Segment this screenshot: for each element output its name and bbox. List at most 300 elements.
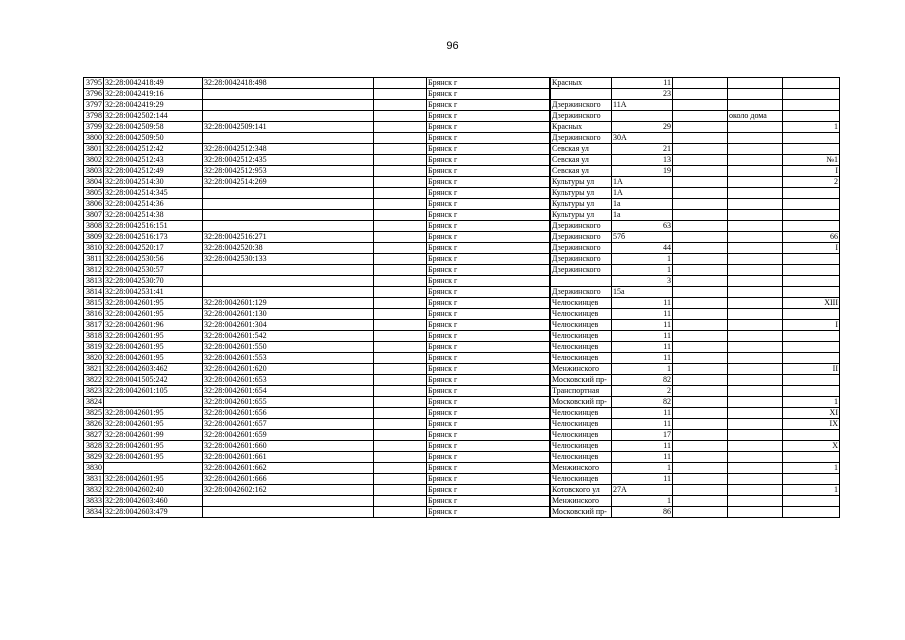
cell-location-note [728,78,783,89]
table-row [84,177,840,188]
cell-location-note [728,474,783,485]
cell-house: 11 [612,419,673,430]
cell-row-number: 3824 [84,397,104,408]
cell-house: 11А [612,100,673,111]
cell-street: Севская ул [551,155,612,166]
table-row [84,397,840,408]
cell-object-cadastral-number: 32:28:0042601:662 [203,463,374,474]
cell-blank-column [374,199,427,210]
cell-object-cadastral-number: 32:28:0042601:660 [203,441,374,452]
cell-street: Челюскинцев [551,309,612,320]
cell-street: Челюскинцев [551,298,612,309]
cell-premises [783,496,840,507]
cell-cadastral-number: 32:28:0042601:95 [104,342,203,353]
cell-blank-column [374,474,427,485]
cell-house: 3 [612,276,673,287]
cell-object-cadastral-number: 32:28:0042514:269 [203,177,374,188]
cell-location-note [728,287,783,298]
cell-row-number: 3800 [84,133,104,144]
cell-street: Челюскинцев [551,320,612,331]
cell-street: Челюскинцев [551,419,612,430]
cell-blank-column [374,507,427,518]
cell-settlement: Брянск г [427,342,550,353]
cell-location-note [728,320,783,331]
cell-blank-column [374,485,427,496]
cell-premises: XI [783,408,840,419]
cell-location-note [728,364,783,375]
cell-settlement: Брянск г [427,78,550,89]
cell-object-cadastral-number: 32:28:0042601:661 [203,452,374,463]
cell-settlement: Брянск г [427,298,550,309]
cell-cadastral-number: 32:28:0042514:30 [104,177,203,188]
cell-street: Дзержинского [551,232,612,243]
cell-object-cadastral-number: 32:28:0042520:38 [203,243,374,254]
cell-street: Московский пр- [551,507,612,518]
cell-settlement: Брянск г [427,89,550,100]
cell-settlement: Брянск г [427,320,550,331]
table-row [84,144,840,155]
cell-blank-column [374,441,427,452]
cell-object-cadastral-number [203,111,374,122]
cell-premises [783,386,840,397]
cell-blank-column [374,375,427,386]
cell-street [551,89,612,100]
cell-blank-column [374,122,427,133]
cell-cadastral-number [104,397,203,408]
cell-cadastral-number: 32:28:0042419:29 [104,100,203,111]
cell-building [673,353,728,364]
cell-settlement: Брянск г [427,452,550,463]
cell-location-note [728,441,783,452]
cell-blank-column [374,155,427,166]
cell-object-cadastral-number [203,496,374,507]
table-row [84,430,840,441]
cell-location-note [728,419,783,430]
cell-premises: 1 [783,463,840,474]
cell-object-cadastral-number [203,287,374,298]
cell-settlement: Брянск г [427,111,550,122]
cell-cadastral-number: 32:28:0042530:57 [104,265,203,276]
cell-street: Менжинского [551,364,612,375]
cell-object-cadastral-number: 32:28:0042516:271 [203,232,374,243]
cell-location-note: около дома [728,111,783,122]
cell-settlement: Брянск г [427,221,550,232]
cell-settlement: Брянск г [427,397,550,408]
cell-object-cadastral-number: 32:28:0042418:498 [203,78,374,89]
cell-building [673,408,728,419]
cell-location-note [728,100,783,111]
cell-house: 1А [612,177,673,188]
cell-object-cadastral-number: 32:28:0042512:953 [203,166,374,177]
cell-cadastral-number: 32:28:0042603:460 [104,496,203,507]
registry-table [83,77,840,518]
cell-house: 11 [612,309,673,320]
cell-settlement: Брянск г [427,463,550,474]
cell-cadastral-number: 32:28:0042602:40 [104,485,203,496]
cell-building [673,221,728,232]
cell-settlement: Брянск г [427,199,550,210]
cell-object-cadastral-number: 32:28:0042601:653 [203,375,374,386]
cell-premises [783,144,840,155]
cell-house: 82 [612,375,673,386]
cell-street: Культуры ул [551,199,612,210]
cell-premises [783,133,840,144]
cell-row-number: 3799 [84,122,104,133]
cell-object-cadastral-number: 32:28:0042602:162 [203,485,374,496]
cell-object-cadastral-number [203,199,374,210]
table-row [84,232,840,243]
table-row [84,155,840,166]
cell-blank-column [374,364,427,375]
cell-premises [783,111,840,122]
cell-premises [783,375,840,386]
cell-building [673,287,728,298]
cell-house: 82 [612,397,673,408]
cell-settlement: Брянск г [427,254,550,265]
cell-row-number: 3826 [84,419,104,430]
cell-house: 11 [612,342,673,353]
cell-settlement: Брянск г [427,144,550,155]
cell-blank-column [374,287,427,298]
table-row [84,364,840,375]
cell-house: 1 [612,265,673,276]
cell-blank-column [374,320,427,331]
cell-building [673,210,728,221]
table-row [84,331,840,342]
cell-location-note [728,408,783,419]
cell-cadastral-number: 32:28:0042530:56 [104,254,203,265]
cell-location-note [728,144,783,155]
cell-premises [783,210,840,221]
cell-house: 15а [612,287,673,298]
cell-settlement: Брянск г [427,133,550,144]
table-row [84,78,840,89]
cell-building [673,463,728,474]
cell-building [673,507,728,518]
cell-blank-column [374,177,427,188]
cell-settlement: Брянск г [427,353,550,364]
cell-location-note [728,309,783,320]
cell-cadastral-number: 32:28:0042601:95 [104,309,203,320]
cell-location-note [728,199,783,210]
cell-blank-column [374,232,427,243]
cell-settlement: Брянск г [427,188,550,199]
cell-settlement: Брянск г [427,496,550,507]
cell-premises: 1 [783,397,840,408]
cell-building [673,474,728,485]
cell-blank-column [374,309,427,320]
cell-object-cadastral-number: 32:28:0042512:435 [203,155,374,166]
cell-object-cadastral-number: 32:28:0042601:542 [203,331,374,342]
cell-location-note [728,496,783,507]
cell-street: Дзержинского [551,111,612,122]
cell-premises [783,221,840,232]
cell-object-cadastral-number [203,221,374,232]
cell-location-note [728,298,783,309]
cell-building [673,386,728,397]
cell-building [673,232,728,243]
table-row [84,342,840,353]
cell-row-number: 3827 [84,430,104,441]
cell-premises [783,507,840,518]
cell-settlement: Брянск г [427,507,550,518]
cell-location-note [728,452,783,463]
cell-row-number: 3806 [84,199,104,210]
cell-building [673,430,728,441]
cell-building [673,122,728,133]
cell-location-note [728,430,783,441]
cell-settlement: Брянск г [427,100,550,111]
table-row [84,89,840,100]
cell-building [673,133,728,144]
cell-blank-column [374,133,427,144]
cell-cadastral-number: 32:28:0042601:95 [104,298,203,309]
cell-house: 1а [612,199,673,210]
cell-house: 1 [612,463,673,474]
cell-premises: I [783,243,840,254]
cell-house: 17 [612,430,673,441]
cell-house: 1 [612,364,673,375]
cell-location-note [728,386,783,397]
table-row [84,100,840,111]
cell-cadastral-number: 32:28:0042601:95 [104,419,203,430]
cell-settlement: Брянск г [427,331,550,342]
cell-house: 1 [612,254,673,265]
cell-blank-column [374,298,427,309]
cell-street: Дзержинского [551,243,612,254]
cell-house: 44 [612,243,673,254]
cell-building [673,496,728,507]
cell-street: Московский пр- [551,375,612,386]
cell-building [673,331,728,342]
cell-cadastral-number: 32:28:0042516:151 [104,221,203,232]
cell-row-number: 3825 [84,408,104,419]
cell-settlement: Брянск г [427,386,550,397]
cell-cadastral-number: 32:28:0042516:173 [104,232,203,243]
cell-house: 11 [612,408,673,419]
cell-settlement: Брянск г [427,210,550,221]
cell-blank-column [374,452,427,463]
table-row [84,309,840,320]
cell-blank-column [374,353,427,364]
cell-location-note [728,254,783,265]
cell-street: Челюскинцев [551,441,612,452]
table-row [84,507,840,518]
cell-blank-column [374,221,427,232]
cell-cadastral-number: 32:28:0042512:43 [104,155,203,166]
cell-row-number: 3831 [84,474,104,485]
cell-house: 11 [612,441,673,452]
cell-street: Культуры ул [551,177,612,188]
cell-premises: XIII [783,298,840,309]
cell-building [673,298,728,309]
cell-object-cadastral-number: 32:28:0042601:129 [203,298,374,309]
cell-row-number: 3818 [84,331,104,342]
table-row [84,122,840,133]
table-row [84,276,840,287]
cell-street: Челюскинцев [551,331,612,342]
cell-cadastral-number: 32:28:0042418:49 [104,78,203,89]
cell-object-cadastral-number [203,100,374,111]
cell-cadastral-number: 32:28:0042601:95 [104,353,203,364]
cell-premises [783,342,840,353]
table-row [84,386,840,397]
cell-row-number: 3822 [84,375,104,386]
table-row [84,254,840,265]
cell-street: Дзержинского [551,254,612,265]
cell-premises: 1 [783,122,840,133]
cell-house [612,111,673,122]
cell-object-cadastral-number: 32:28:0042601:553 [203,353,374,364]
cell-cadastral-number: 32:28:0042419:16 [104,89,203,100]
cell-location-note [728,265,783,276]
cell-settlement: Брянск г [427,364,550,375]
cell-premises [783,430,840,441]
cell-settlement: Брянск г [427,276,550,287]
cell-premises [783,89,840,100]
cell-premises: 1 [783,485,840,496]
cell-blank-column [374,276,427,287]
cell-premises [783,276,840,287]
cell-row-number: 3823 [84,386,104,397]
cell-premises: 2 [783,177,840,188]
cell-row-number: 3833 [84,496,104,507]
cell-settlement: Брянск г [427,419,550,430]
cell-blank-column [374,386,427,397]
cell-premises: №1 [783,155,840,166]
cell-premises [783,100,840,111]
cell-blank-column [374,100,427,111]
cell-object-cadastral-number: 32:28:0042601:656 [203,408,374,419]
cell-row-number: 3820 [84,353,104,364]
cell-house: 19 [612,166,673,177]
cell-blank-column [374,111,427,122]
table-row [84,265,840,276]
page-number: 96 [446,40,459,52]
table-row [84,166,840,177]
cell-building [673,397,728,408]
cell-building [673,100,728,111]
cell-object-cadastral-number [203,276,374,287]
cell-cadastral-number: 32:28:0042520:17 [104,243,203,254]
cell-house: 27А [612,485,673,496]
cell-premises [783,265,840,276]
cell-building [673,144,728,155]
cell-house: 11 [612,298,673,309]
cell-row-number: 3819 [84,342,104,353]
cell-house: 11 [612,353,673,364]
cell-house: 11 [612,452,673,463]
cell-cadastral-number: 32:28:0042601:95 [104,474,203,485]
cell-cadastral-number [104,463,203,474]
cell-blank-column [374,188,427,199]
table-row [84,353,840,364]
cell-building [673,342,728,353]
cell-cadastral-number: 32:28:0041505:242 [104,375,203,386]
cell-house: 30А [612,133,673,144]
cell-blank-column [374,166,427,177]
cell-settlement: Брянск г [427,441,550,452]
cell-row-number: 3798 [84,111,104,122]
cell-cadastral-number: 32:28:0042512:49 [104,166,203,177]
cell-row-number: 3834 [84,507,104,518]
cell-blank-column [374,89,427,100]
cell-object-cadastral-number [203,133,374,144]
cell-building [673,177,728,188]
cell-row-number: 3803 [84,166,104,177]
table-row [84,419,840,430]
cell-object-cadastral-number [203,210,374,221]
cell-cadastral-number: 32:28:0042502:144 [104,111,203,122]
cell-cadastral-number: 32:28:0042509:58 [104,122,203,133]
cell-row-number: 3811 [84,254,104,265]
cell-location-note [728,397,783,408]
cell-row-number: 3802 [84,155,104,166]
cell-row-number: 3796 [84,89,104,100]
cell-row-number: 3830 [84,463,104,474]
table-row [84,375,840,386]
cell-building [673,89,728,100]
cell-street: Культуры ул [551,210,612,221]
cell-building [673,441,728,452]
cell-house: 13 [612,155,673,166]
cell-object-cadastral-number: 32:28:0042601:657 [203,419,374,430]
cell-street [551,276,612,287]
cell-house: 21 [612,144,673,155]
cell-blank-column [374,408,427,419]
cell-location-note [728,463,783,474]
cell-settlement: Брянск г [427,408,550,419]
table-row [84,452,840,463]
cell-cadastral-number: 32:28:0042530:70 [104,276,203,287]
cell-cadastral-number: 32:28:0042601:96 [104,320,203,331]
cell-location-note [728,89,783,100]
table-row [84,320,840,331]
cell-premises [783,188,840,199]
cell-street: Дзержинского [551,133,612,144]
cell-street: Челюскинцев [551,342,612,353]
cell-row-number: 3808 [84,221,104,232]
cell-premises [783,353,840,364]
cell-street: Челюскинцев [551,452,612,463]
cell-object-cadastral-number: 32:28:0042512:348 [203,144,374,155]
cell-settlement: Брянск г [427,166,550,177]
cell-street: Челюскинцев [551,408,612,419]
cell-location-note [728,166,783,177]
cell-house: 11 [612,474,673,485]
cell-building [673,320,728,331]
cell-street: Транспортная [551,386,612,397]
cell-row-number: 3832 [84,485,104,496]
cell-row-number: 3821 [84,364,104,375]
cell-building [673,188,728,199]
cell-location-note [728,342,783,353]
table-row [84,111,840,122]
cell-cadastral-number: 32:28:0042514:345 [104,188,203,199]
cell-location-note [728,276,783,287]
table-row [84,441,840,452]
cell-building [673,309,728,320]
table-row [84,496,840,507]
cell-blank-column [374,331,427,342]
cell-blank-column [374,419,427,430]
cell-object-cadastral-number: 32:28:0042601:304 [203,320,374,331]
cell-settlement: Брянск г [427,122,550,133]
cell-row-number: 3816 [84,309,104,320]
cell-street: Челюскинцев [551,353,612,364]
cell-premises [783,309,840,320]
cell-cadastral-number: 32:28:0042601:95 [104,331,203,342]
